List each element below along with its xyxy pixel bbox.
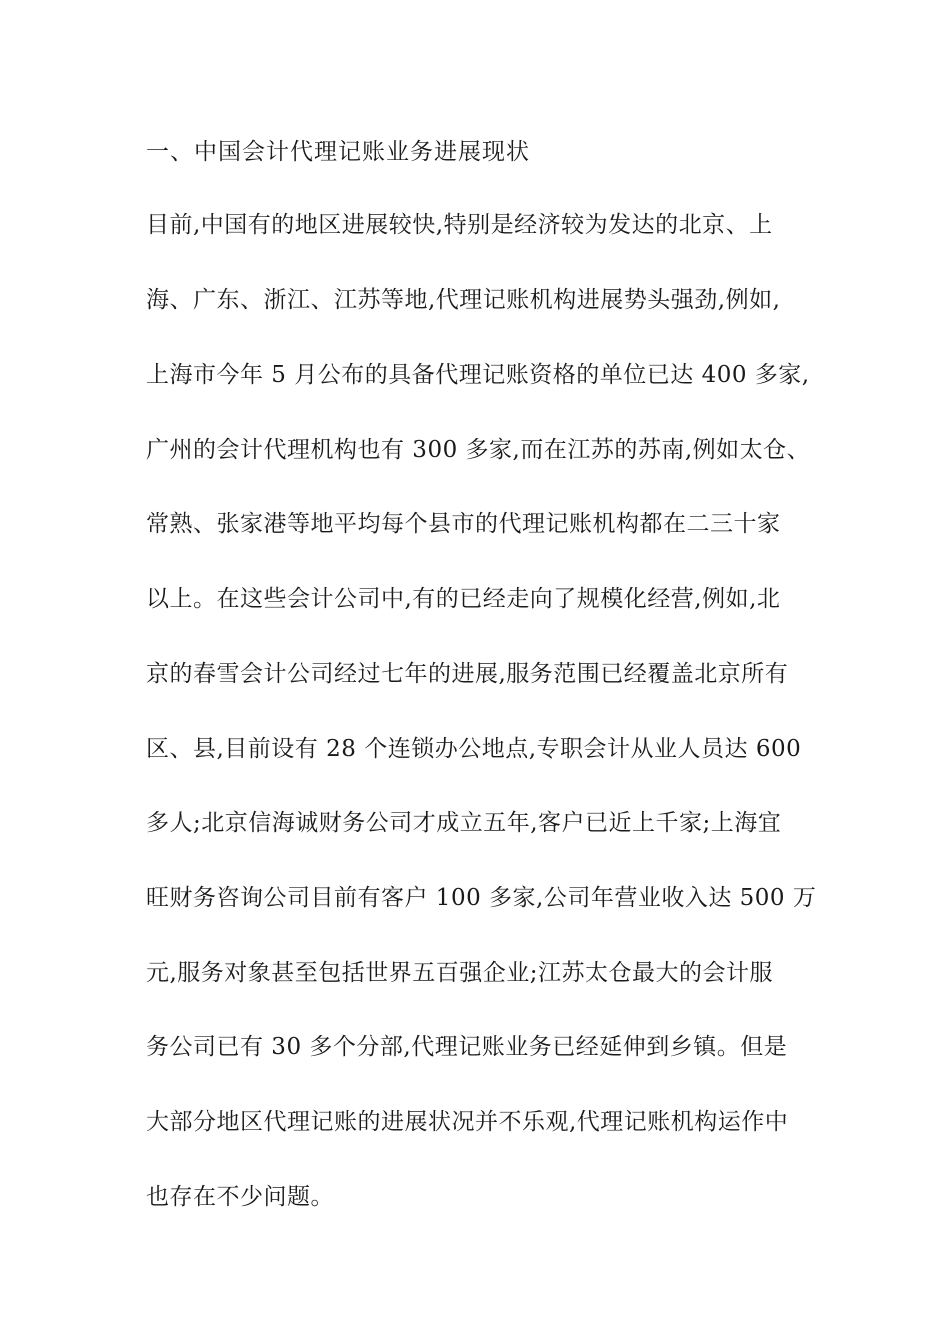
- paragraph-line: 元,服务对象甚至包括世界五百强企业;江苏太仓最大的会计服: [146, 960, 774, 986]
- paragraph-line: 以上。在这些会计公司中,有的已经走向了规模化经营,例如,北: [146, 586, 781, 612]
- paragraph-line: 广州的会计代理机构也有 300 多家,而在江苏的苏南,例如太仓、: [146, 437, 811, 463]
- paragraph-line: 大部分地区代理记账的进展状况并不乐观,代理记账机构运作中: [146, 1109, 789, 1135]
- paragraph-line: 海、广东、浙江、江苏等地,代理记账机构进展势头强劲,例如,: [146, 287, 781, 313]
- paragraph-line: 常熟、张家港等地平均每个县市的代理记账机构都在二三十家: [146, 511, 781, 537]
- paragraph-line: 区、县,目前设有 28 个连锁办公地点,专职会计从业人员达 600: [146, 736, 802, 762]
- paragraph-line: 也存在不少问题。: [146, 1184, 334, 1210]
- paragraph-line: 上海市今年 5 月公布的具备代理记账资格的单位已达 400 多家,: [146, 362, 810, 388]
- paragraph-line: 务公司已有 30 多个分部,代理记账业务已经延伸到乡镇。但是: [146, 1034, 788, 1060]
- paragraph-line: 旺财务咨询公司目前有客户 100 多家,公司年营业收入达 500 万: [146, 885, 817, 911]
- paragraph-line: 多人;北京信海诚财务公司才成立五年,客户已近上千家;上海宜: [146, 810, 782, 836]
- section-heading: 一、中国会计代理记账业务进展现状: [146, 139, 530, 165]
- paragraph-line: 目前,中国有的地区进展较快,特别是经济较为发达的北京、上: [146, 212, 773, 238]
- paragraph-line: 京的春雪会计公司经过七年的进展,服务范围已经覆盖北京所有: [146, 661, 789, 687]
